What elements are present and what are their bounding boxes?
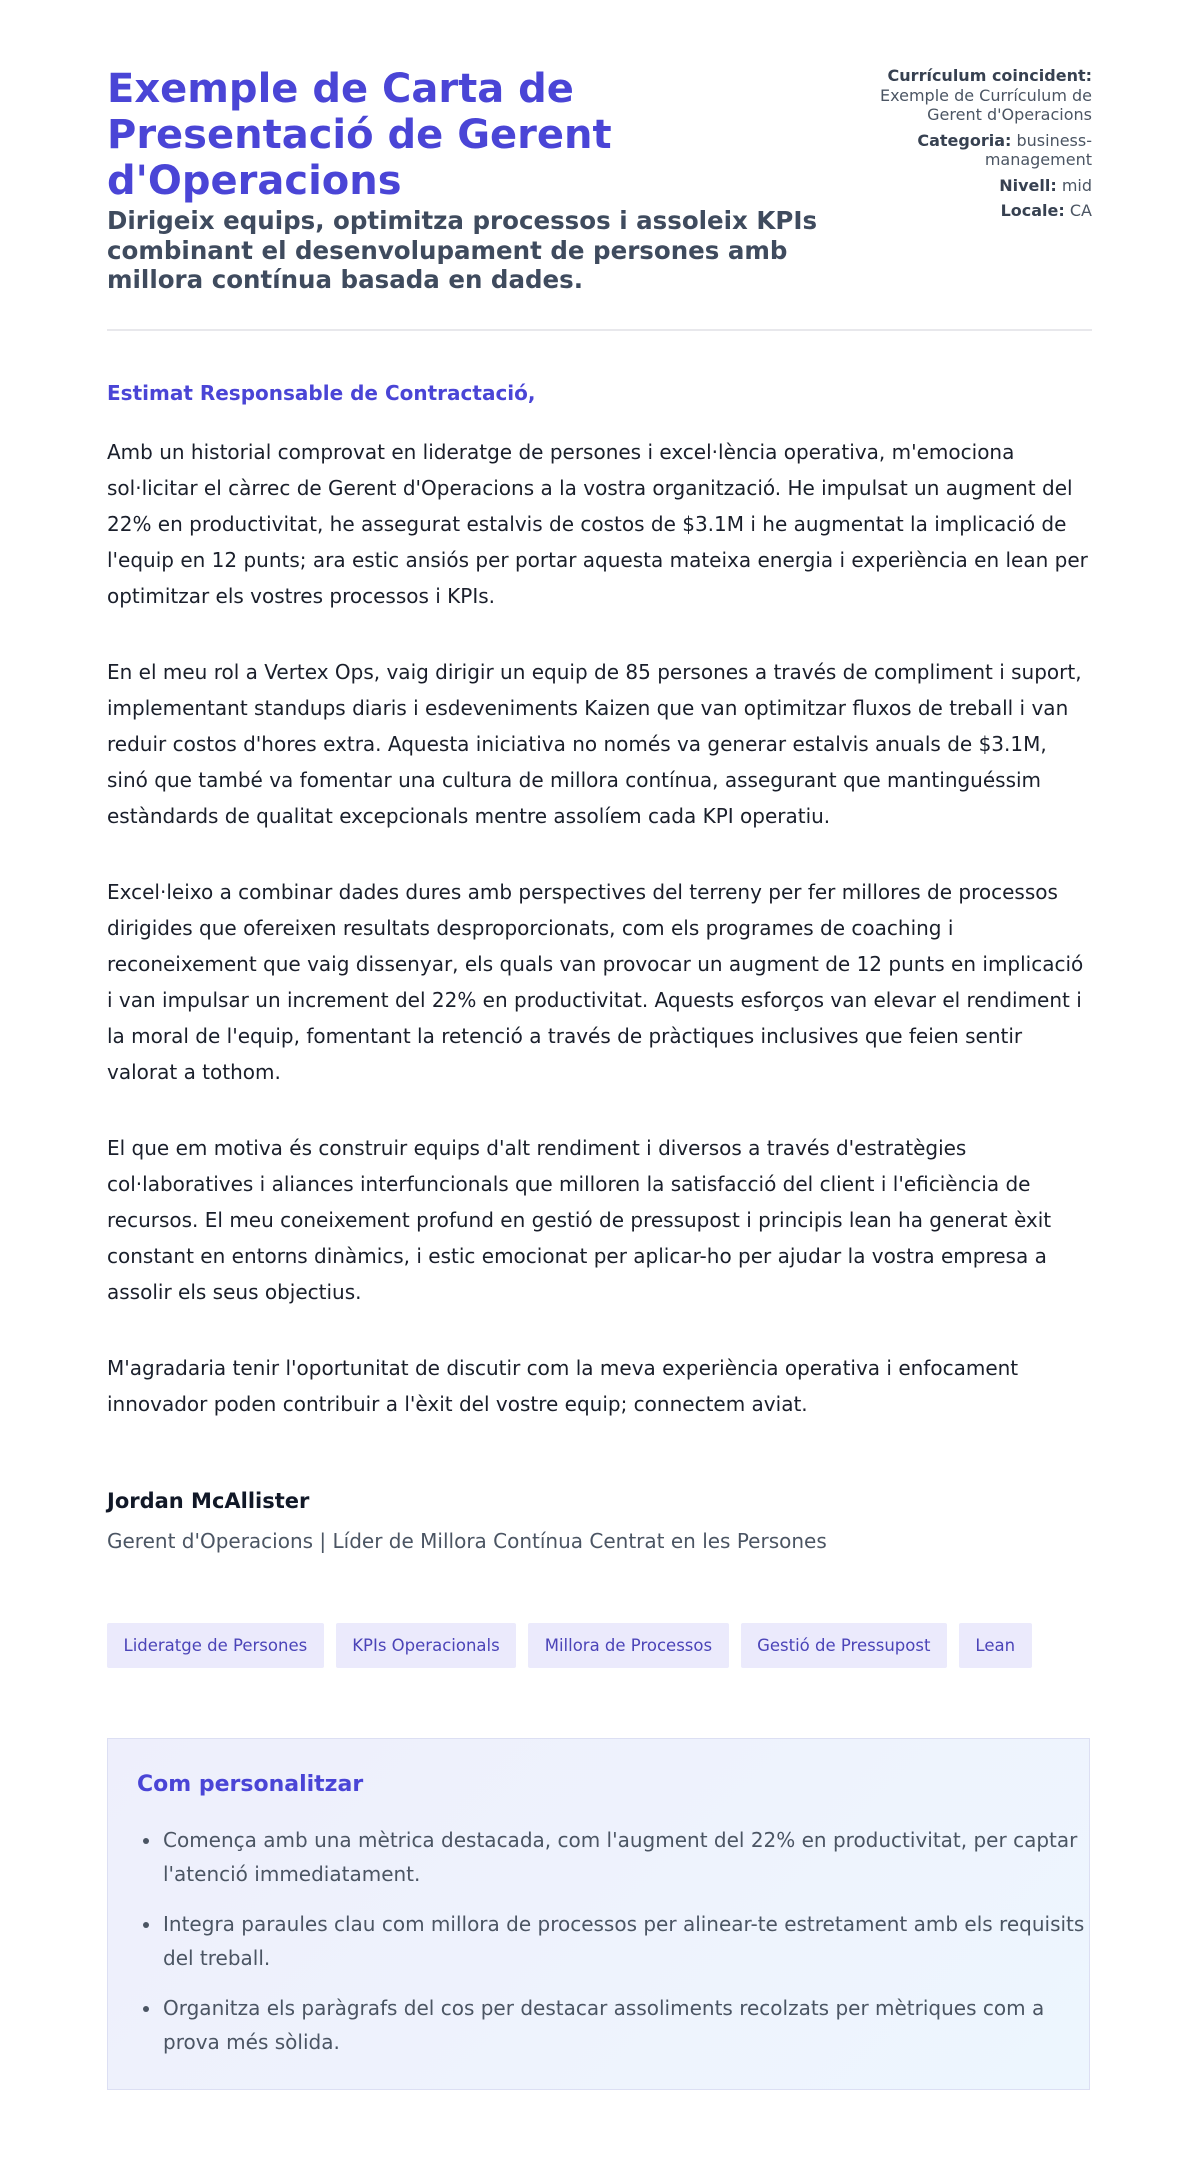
meta-label: Currículum coincident: <box>887 66 1092 85</box>
tips-list <box>137 1823 1093 2075</box>
page-header <box>107 0 1092 330</box>
letter-paragraph: Amb un historial comprovat en lideratge de persones i excel·lència operativa, m'emociona sol·licitar el càrrec de Gerent d'Operacions a la vostra organització. He impulsat un augment del 22% en productivitat, he assegurat estalvis de costos de $3.1M i he augmentat la implicació de l'equip en 12 punts; ara estic ansiós per portar aquesta mateixa energia i experiència en lean per optimitzar els vostres processos i KPIs. <box>107 440 1088 608</box>
salutation: Estimat Responsable de Contractació, <box>107 381 536 405</box>
letter-paragraph: El que em motiva és construir equips d'alt rendiment i diversos a través d'estratègies col·laboratives i aliances interfuncionals que milloren la satisfacció del client i l'eficiència de recursos. El meu coneixement profund en gestió de pressupost i principis lean ha generat èxit constant en entorns dinàmics, i estic emocionat per aplicar-ho per ajudar la vostra empresa a assolir els seus objectius. <box>107 1136 1052 1304</box>
skill-tags <box>107 1623 1032 1668</box>
cover-letter-page <box>107 0 1092 2054</box>
title-block <box>107 66 827 295</box>
meta-category <box>832 131 1092 170</box>
tip-item: Organitza els paràgrafs del cos per destacar assoliments recolzats per mètriques com a prova més sòlida. <box>163 1991 1093 2059</box>
signature-block <box>107 1486 827 1556</box>
meta-label: Nivell: <box>999 175 1057 195</box>
skill-tag: KPIs Operacionals <box>336 1623 517 1668</box>
meta-value: Exemple de Currículum de Gerent d'Operacions <box>880 85 1092 124</box>
meta-locale <box>832 201 1092 221</box>
meta-matching-resume <box>832 66 1092 125</box>
skill-tag: Lean <box>959 1623 1032 1668</box>
meta-value: CA <box>1069 201 1092 220</box>
meta-label: Categoria: <box>917 130 1012 150</box>
meta-value: mid <box>1061 175 1092 195</box>
letter-body <box>107 434 1092 1462</box>
tips-title: Com personalitzar <box>137 1772 364 1797</box>
meta-value: business-management <box>984 130 1092 169</box>
letter-paragraph: En el meu rol a Vertex Ops, vaig dirigir un equip de 85 persones a través de compliment i suport, implementant standups diaris i esdeveniments Kaizen que van optimitzar fluxos de treball i van reduir costos d'hores extra. Aquesta iniciativa no només va generar estalvis anuals de $3.1M, sinó que també va fomentar una cultura de millora contínua, assegurant que mantinguéssim estàndards de qualitat excepcionals mentre assolíem cada KPI operatiu. <box>107 660 1082 828</box>
signature-name: Jordan McAllister <box>107 1489 310 1513</box>
tip-item: Comença amb una mètrica destacada, com l'augment del 22% en productivitat, per captar l'atenció immediatament. <box>163 1823 1093 1891</box>
signature-title: Gerent d'Operacions | Líder de Millora Contínua Centrat en les Persones <box>107 1529 827 1553</box>
skill-tag: Lideratge de Persones <box>107 1623 324 1668</box>
skill-tag: Millora de Processos <box>528 1623 728 1668</box>
skill-tag: Gestió de Pressupost <box>741 1623 947 1668</box>
meta-label: Locale: <box>1000 201 1065 220</box>
metadata-panel <box>832 66 1092 227</box>
page-subtitle: Dirigeix equips, optimitza processos i assoleix KPIs combinant el desenvolupament de persones amb millora contínua basada en dades. <box>107 206 818 294</box>
letter-paragraph: Excel·leixo a combinar dades dures amb perspectives del terreny per fer millores de processos dirigides que ofereixen resultats desproporcionats, com els programes de coaching i reconeixement que vaig dissenyar, els quals van provocar un augment de 12 punts en implicació i van impulsar un increment del 22% en productivitat. Aquests esforços van elevar el rendiment i la moral de l'equip, fomentant la retenció a través de pràctiques inclusives que feien sentir valorat a tothom. <box>107 880 1084 1084</box>
tip-item: Integra paraules clau com millora de processos per alinear-te estretament amb els requisits del treball. <box>163 1907 1093 1975</box>
header-divider <box>107 329 1092 331</box>
customization-tips-box <box>107 1738 1090 2090</box>
page-title: Exemple de Carta de Presentació de Gerent d'Operacions <box>107 66 612 204</box>
letter-paragraph: M'agradaria tenir l'oportunitat de discutir com la meva experiència operativa i enfocament innovador poden contribuir a l'èxit del vostre equip; connectem aviat. <box>107 1356 1019 1416</box>
meta-level <box>832 176 1092 196</box>
